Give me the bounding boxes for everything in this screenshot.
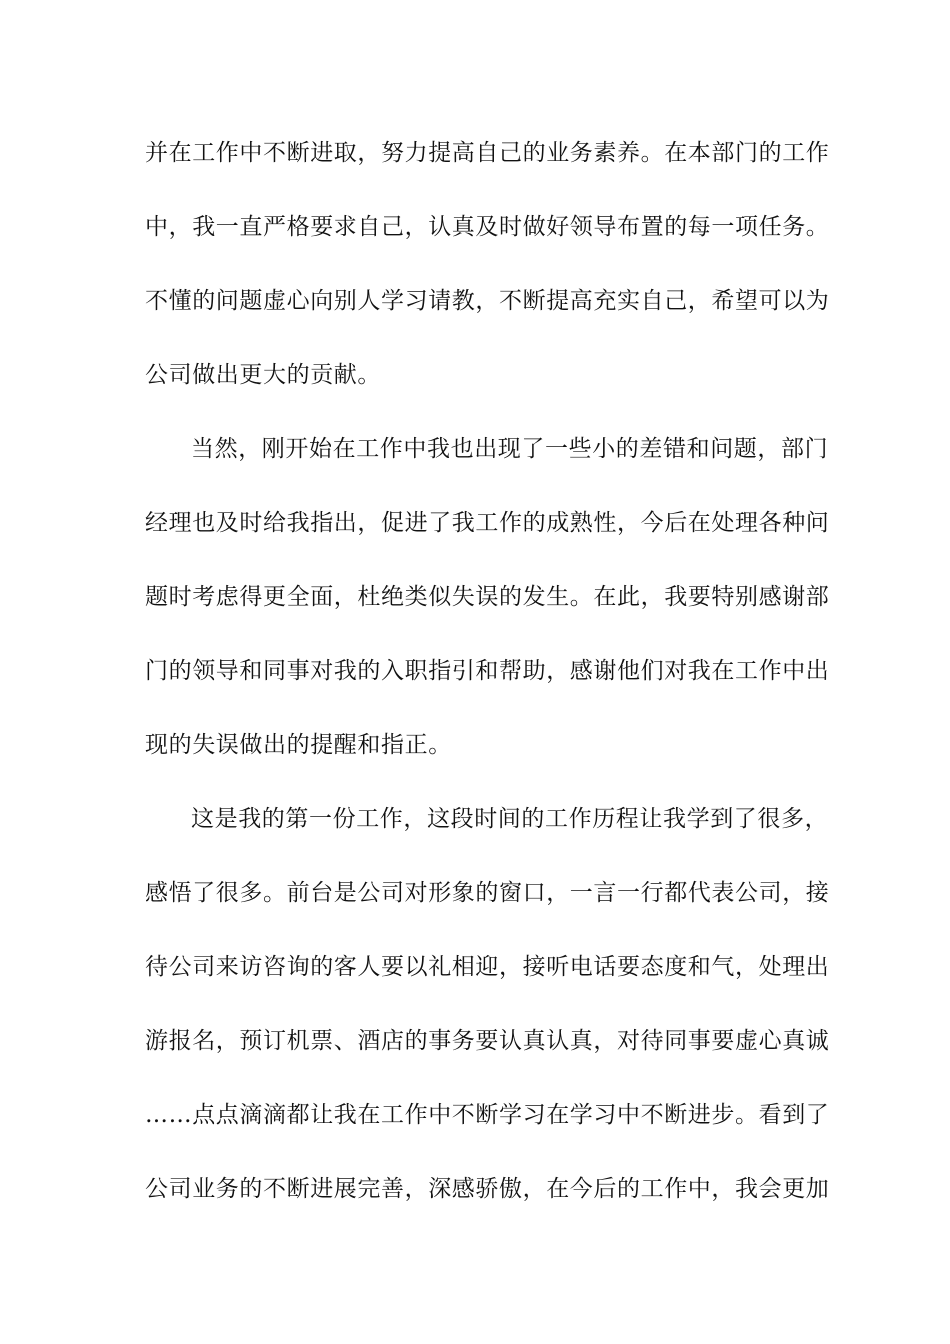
paragraph-first-line: 当然，刚开始在工作中我也出现了一些小的差错和问题，部门 (191, 436, 829, 462)
text-line: 游报名，预订机票、酒店的事务要认真认真，对待同事要虚心真诚 (145, 1028, 830, 1054)
text-line: 公司业务的不断进展完善，深感骄傲，在今后的工作中，我会更加 (145, 1176, 830, 1202)
text-line: 现的失误做出的提醒和指正。 (145, 732, 452, 758)
text-line: ……点点滴滴都让我在工作中不断学习在学习中不断进步。看到了 (145, 1102, 830, 1128)
text-line: 中，我一直严格要求自己，认真及时做好领导布置的每一项任务。 (145, 214, 830, 240)
text-line: 待公司来访咨询的客人要以礼相迎，接听电话要态度和气，处理出 (145, 954, 830, 980)
text-line: 感悟了很多。前台是公司对形象的窗口，一言一行都代表公司，接 (145, 880, 830, 906)
text-line: 经理也及时给我指出，促进了我工作的成熟性，今后在处理各种问 (145, 510, 830, 536)
text-line: 并在工作中不断进取，努力提高自己的业务素养。在本部门的工作 (145, 140, 830, 166)
paragraph-first-line: 这是我的第一份工作，这段时间的工作历程让我学到了很多， (191, 806, 829, 832)
text-line: 题时考虑得更全面，杜绝类似失误的发生。在此，我要特别感谢部 (145, 584, 830, 610)
text-line: 门的领导和同事对我的入职指引和帮助，感谢他们对我在工作中出 (145, 658, 830, 684)
text-line: 公司做出更大的贡献。 (145, 362, 381, 388)
text-line: 不懂的问题虚心向别人学习请教，不断提高充实自己，希望可以为 (145, 288, 830, 314)
